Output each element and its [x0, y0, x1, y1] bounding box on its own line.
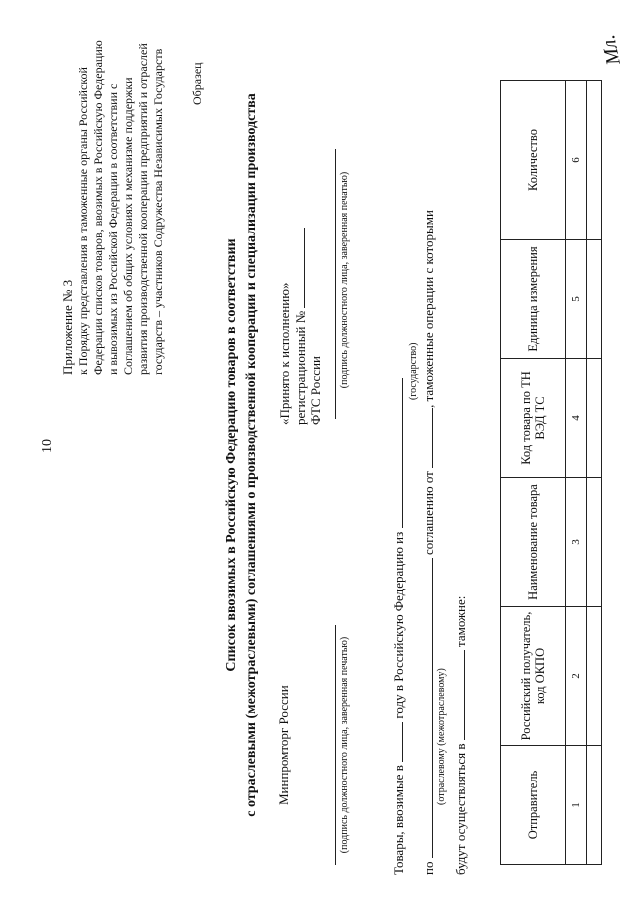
signature-caption-left: (подпись должностного лица, заверенная печатью)	[339, 636, 350, 854]
annex-title: Приложение № 3	[60, 279, 75, 375]
table-header-cell: Количество	[501, 81, 566, 240]
table-header-cell: Российский получатель, код ОКПО	[501, 607, 566, 746]
annex-text: к Порядку представления в таможенные органы Российской Федерации списков товаров, ввозимых в Российскую Федерацию и вывозимых из Российской Федерации в соответствии с Соглашением об общих условиях и механизме поддержки развития производственной кооперации предприятий и отраслей государств – участников Содружества Независимых Государств	[76, 40, 165, 375]
signature-line-left	[335, 625, 336, 865]
table-header-cell: Отправитель	[501, 746, 566, 865]
table-number-cell: 2	[566, 607, 587, 746]
goods-line-2: по соглашению от , таможенные операции с которыми	[421, 210, 436, 875]
table-cell	[587, 359, 602, 478]
table-cell	[587, 607, 602, 746]
accepted-line-1: «Принято к исполнению»	[277, 282, 292, 425]
table-header-row	[501, 81, 566, 865]
accepted-line-2: регистрационный №	[292, 205, 308, 425]
table-cell	[587, 746, 602, 865]
accepted-block	[277, 205, 323, 425]
signature-caption-right: (подпись должностного лица, заверенная печатью)	[339, 171, 350, 389]
ministry-name: Минпромторг России	[276, 685, 291, 805]
branch-caption: (отраслевому (межотраслевому)	[436, 668, 447, 805]
table-number-cell: 3	[566, 478, 587, 607]
page-number: 10	[40, 439, 55, 453]
goods-table	[500, 80, 602, 865]
table-row	[587, 81, 602, 865]
table-number-cell: 6	[566, 81, 587, 240]
state-caption: (государство)	[408, 342, 419, 400]
table-header-cell: Наименование товара	[501, 478, 566, 607]
table-cell	[587, 240, 602, 359]
table-cell	[587, 478, 602, 607]
table-header-cell: Код товара по ТН ВЭД ТС	[501, 359, 566, 478]
heading-line-2: с отраслевыми (межотраслевыми) соглашениями о производственной кооперации и специализации производства	[244, 93, 259, 817]
signature-line-right	[335, 149, 336, 419]
document-heading	[222, 45, 262, 865]
table-cell	[587, 81, 602, 240]
table-number-cell: 1	[566, 746, 587, 865]
heading-line-1: Список ввозимых в Российскую Федерацию товаров в соответствии	[224, 238, 239, 672]
table-header-cell: Единица измерения	[501, 240, 566, 359]
handwritten-mark: Мл.	[597, 32, 625, 68]
table-number-row	[566, 81, 587, 865]
table-number-cell: 5	[566, 240, 587, 359]
goods-line-1: Товары, ввозимые в году в Российскую Федерацию из	[390, 378, 407, 875]
table-number-cell: 4	[566, 359, 587, 478]
accepted-line-3: ФТС России	[308, 356, 323, 425]
sample-label: Образец	[190, 62, 204, 105]
goods-line-3: будут осуществляться в таможне:	[453, 595, 468, 875]
